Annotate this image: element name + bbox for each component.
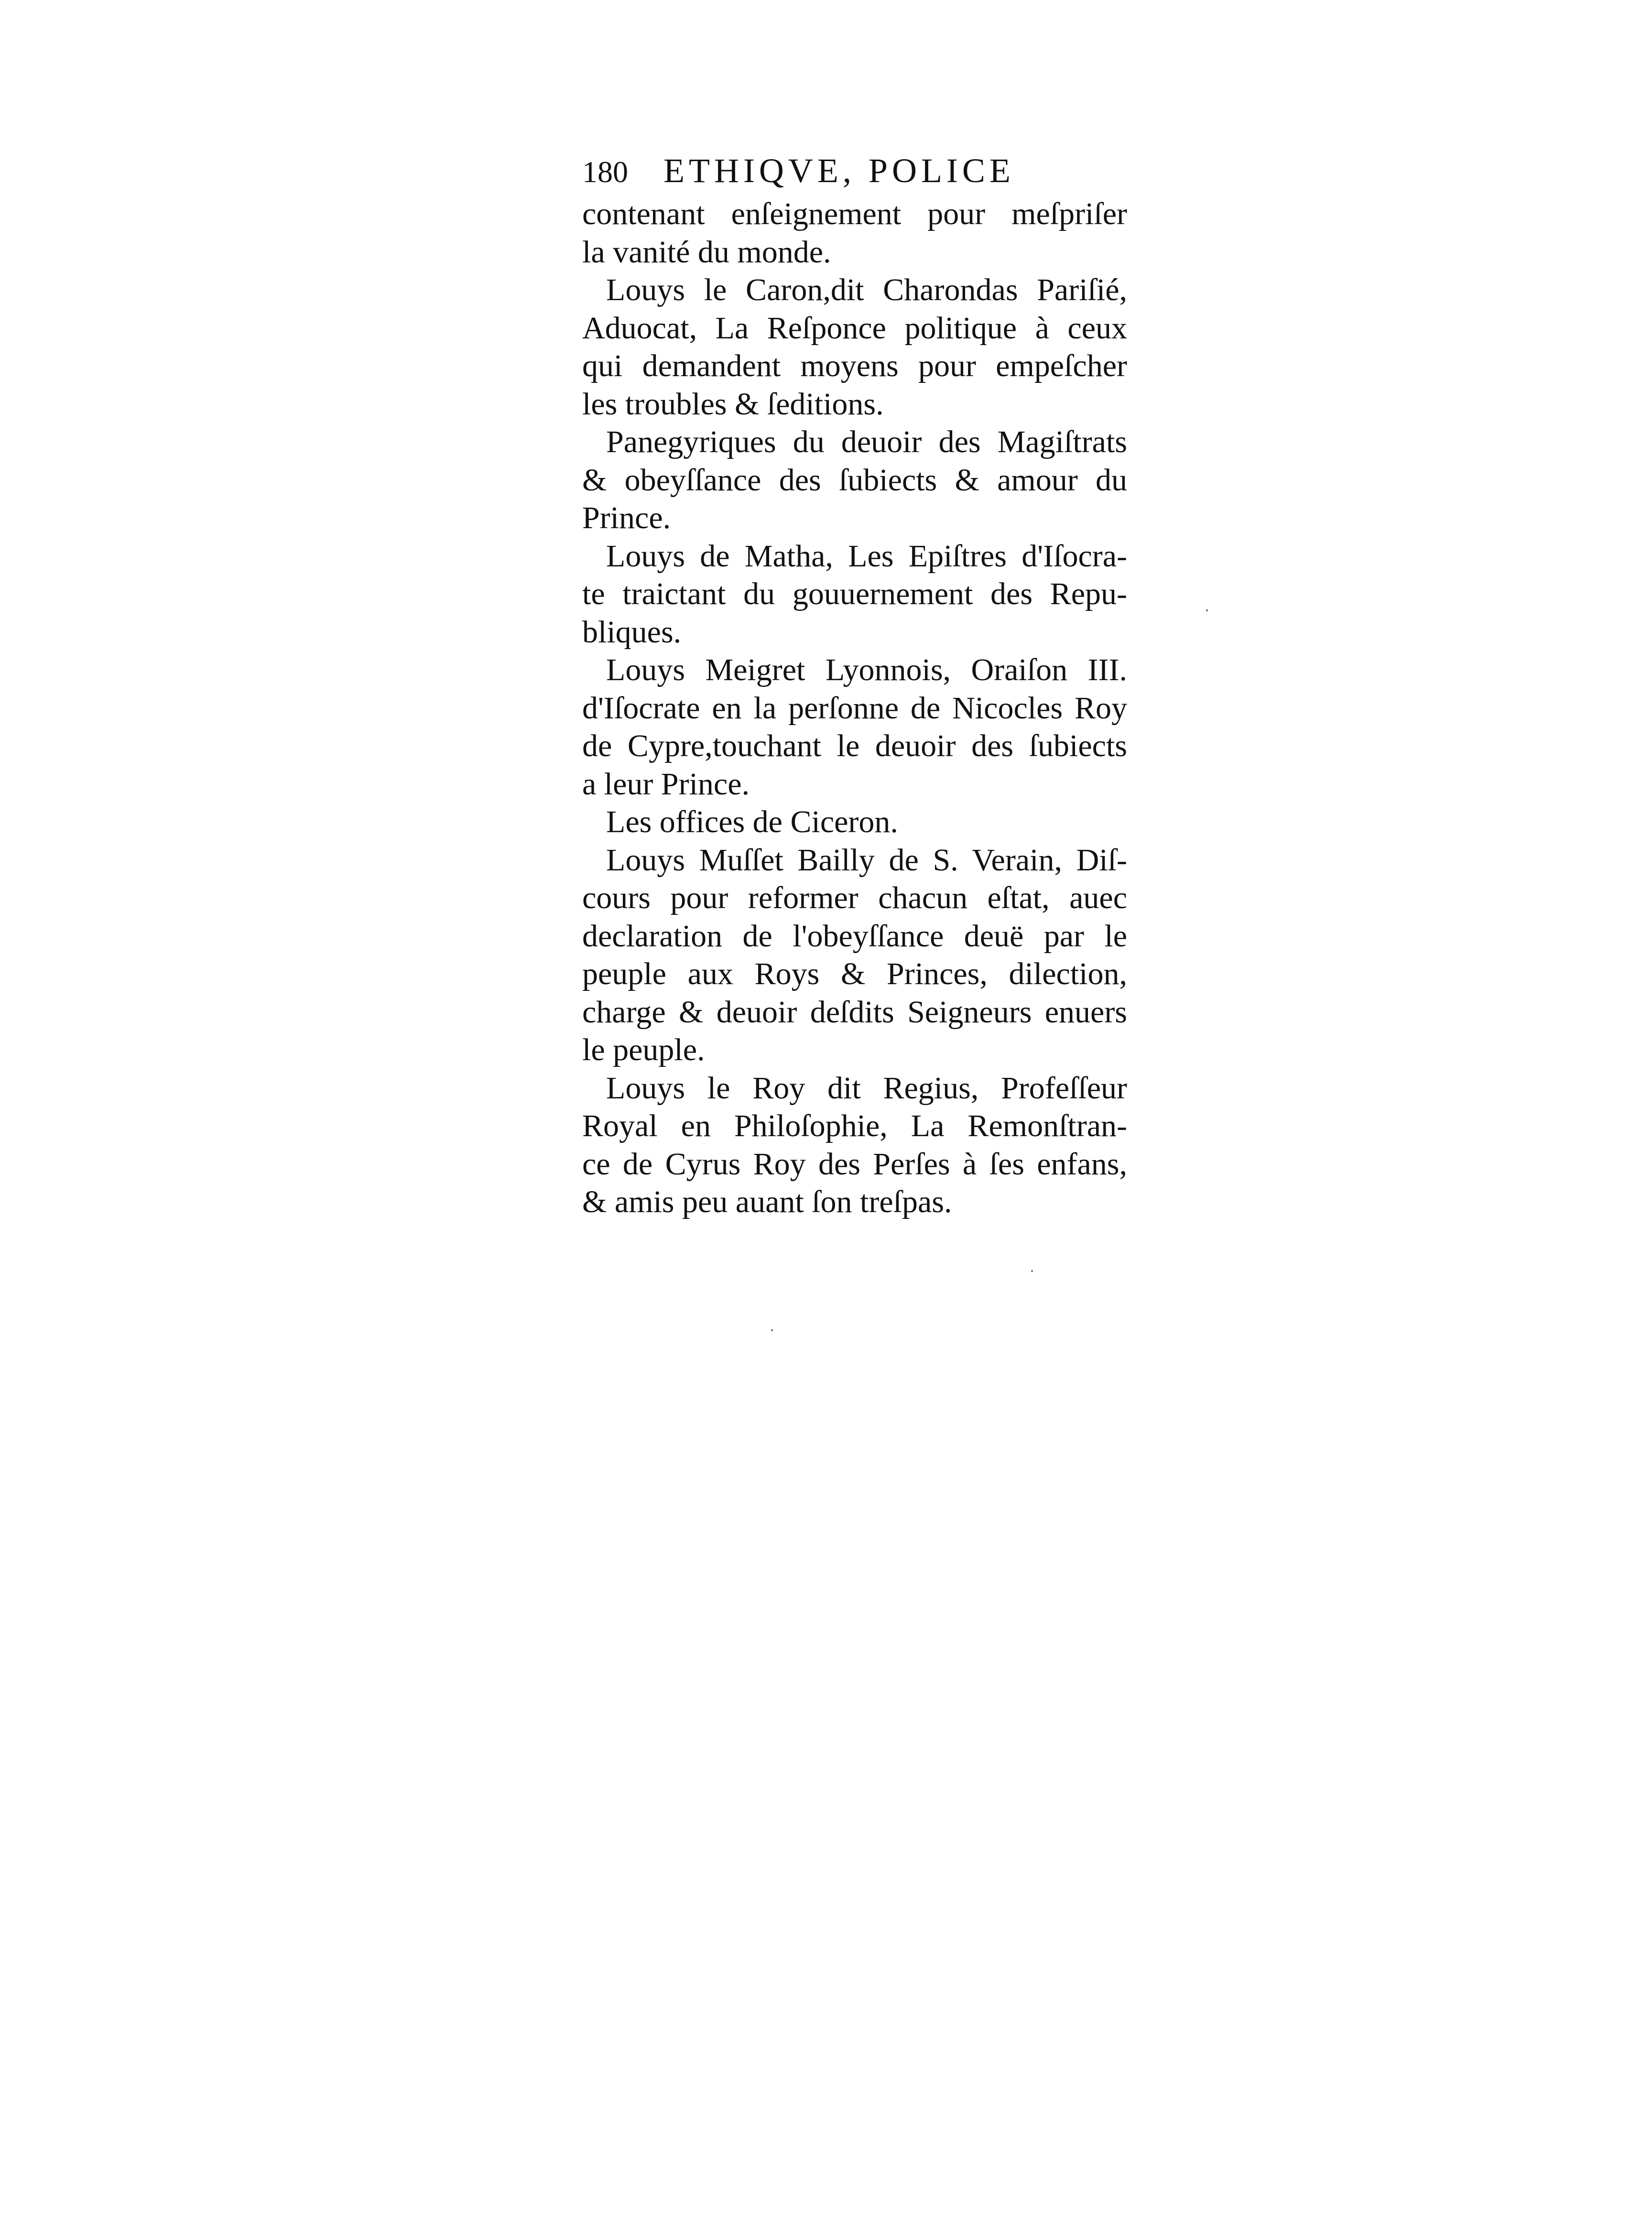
body-text [582, 195, 1127, 1221]
text-line: d'Iſocrate en la perſonne de Nicocles Roy [582, 690, 1127, 726]
text-line: ce de Cyrus Roy des Perſes à ſes enfans, [582, 1146, 1127, 1182]
text-line: Louys le Caron,dit Charondas Pariſié, [606, 272, 1127, 307]
text-line: Louys de Matha, Les Epiſtres d'Iſocra- [606, 538, 1127, 574]
text-line: & obeyſſance des ſubiects & amour du [582, 462, 1127, 498]
text-line: Les offices de Ciceron. [606, 804, 898, 839]
text-line: contenant enſeignement pour meſpriſer [582, 196, 1127, 231]
text-line: declaration de l'obeyſſance deuë par le [582, 918, 1127, 954]
text-line: Royal en Philoſophie, La Remonſtran- [582, 1108, 1127, 1143]
text-block [582, 152, 1127, 1221]
text-line: Louys le Roy dit Regius, Profeſſeur [606, 1070, 1127, 1106]
paper-speck [1206, 609, 1208, 611]
text-line: de Cypre,touchant le deuoir des ſubiects [582, 728, 1127, 763]
paper-speck [1031, 1270, 1033, 1272]
text-line: le peuple. [582, 1032, 705, 1067]
text-line: charge & deuoir deſdits Seigneurs enuers [582, 994, 1127, 1030]
text-line: Aduocat, La Reſponce politique à ceux [582, 310, 1127, 346]
text-line: Prince. [582, 500, 671, 535]
running-head [582, 152, 1127, 195]
text-line: les troubles & ſeditions. [582, 386, 884, 422]
paper-speck [771, 1329, 773, 1331]
text-line: & amis peu auant ſon treſpas. [582, 1184, 952, 1219]
page-number: 180 [582, 155, 628, 189]
text-line: cours pour reformer chacun eſtat, auec [582, 880, 1127, 915]
text-line: a leur Prince. [582, 766, 750, 802]
text-line: qui demandent moyens pour empeſcher [582, 348, 1127, 383]
text-line: la vanité du monde. [582, 234, 831, 270]
text-line: Louys Muſſet Bailly de S. Verain, Diſ- [606, 842, 1127, 878]
text-line: bliques. [582, 614, 682, 650]
text-line: peuple aux Roys & Princes, dilection, [582, 956, 1127, 991]
text-line: Louys Meigret Lyonnois, Oraiſon III. [606, 652, 1127, 687]
text-line: Panegyriques du deuoir des Magiſtrats [606, 424, 1127, 459]
text-line: te traictant du gouuernement des Repu- [582, 576, 1127, 611]
running-title: ETHIQVE, POLICE [663, 152, 1015, 190]
